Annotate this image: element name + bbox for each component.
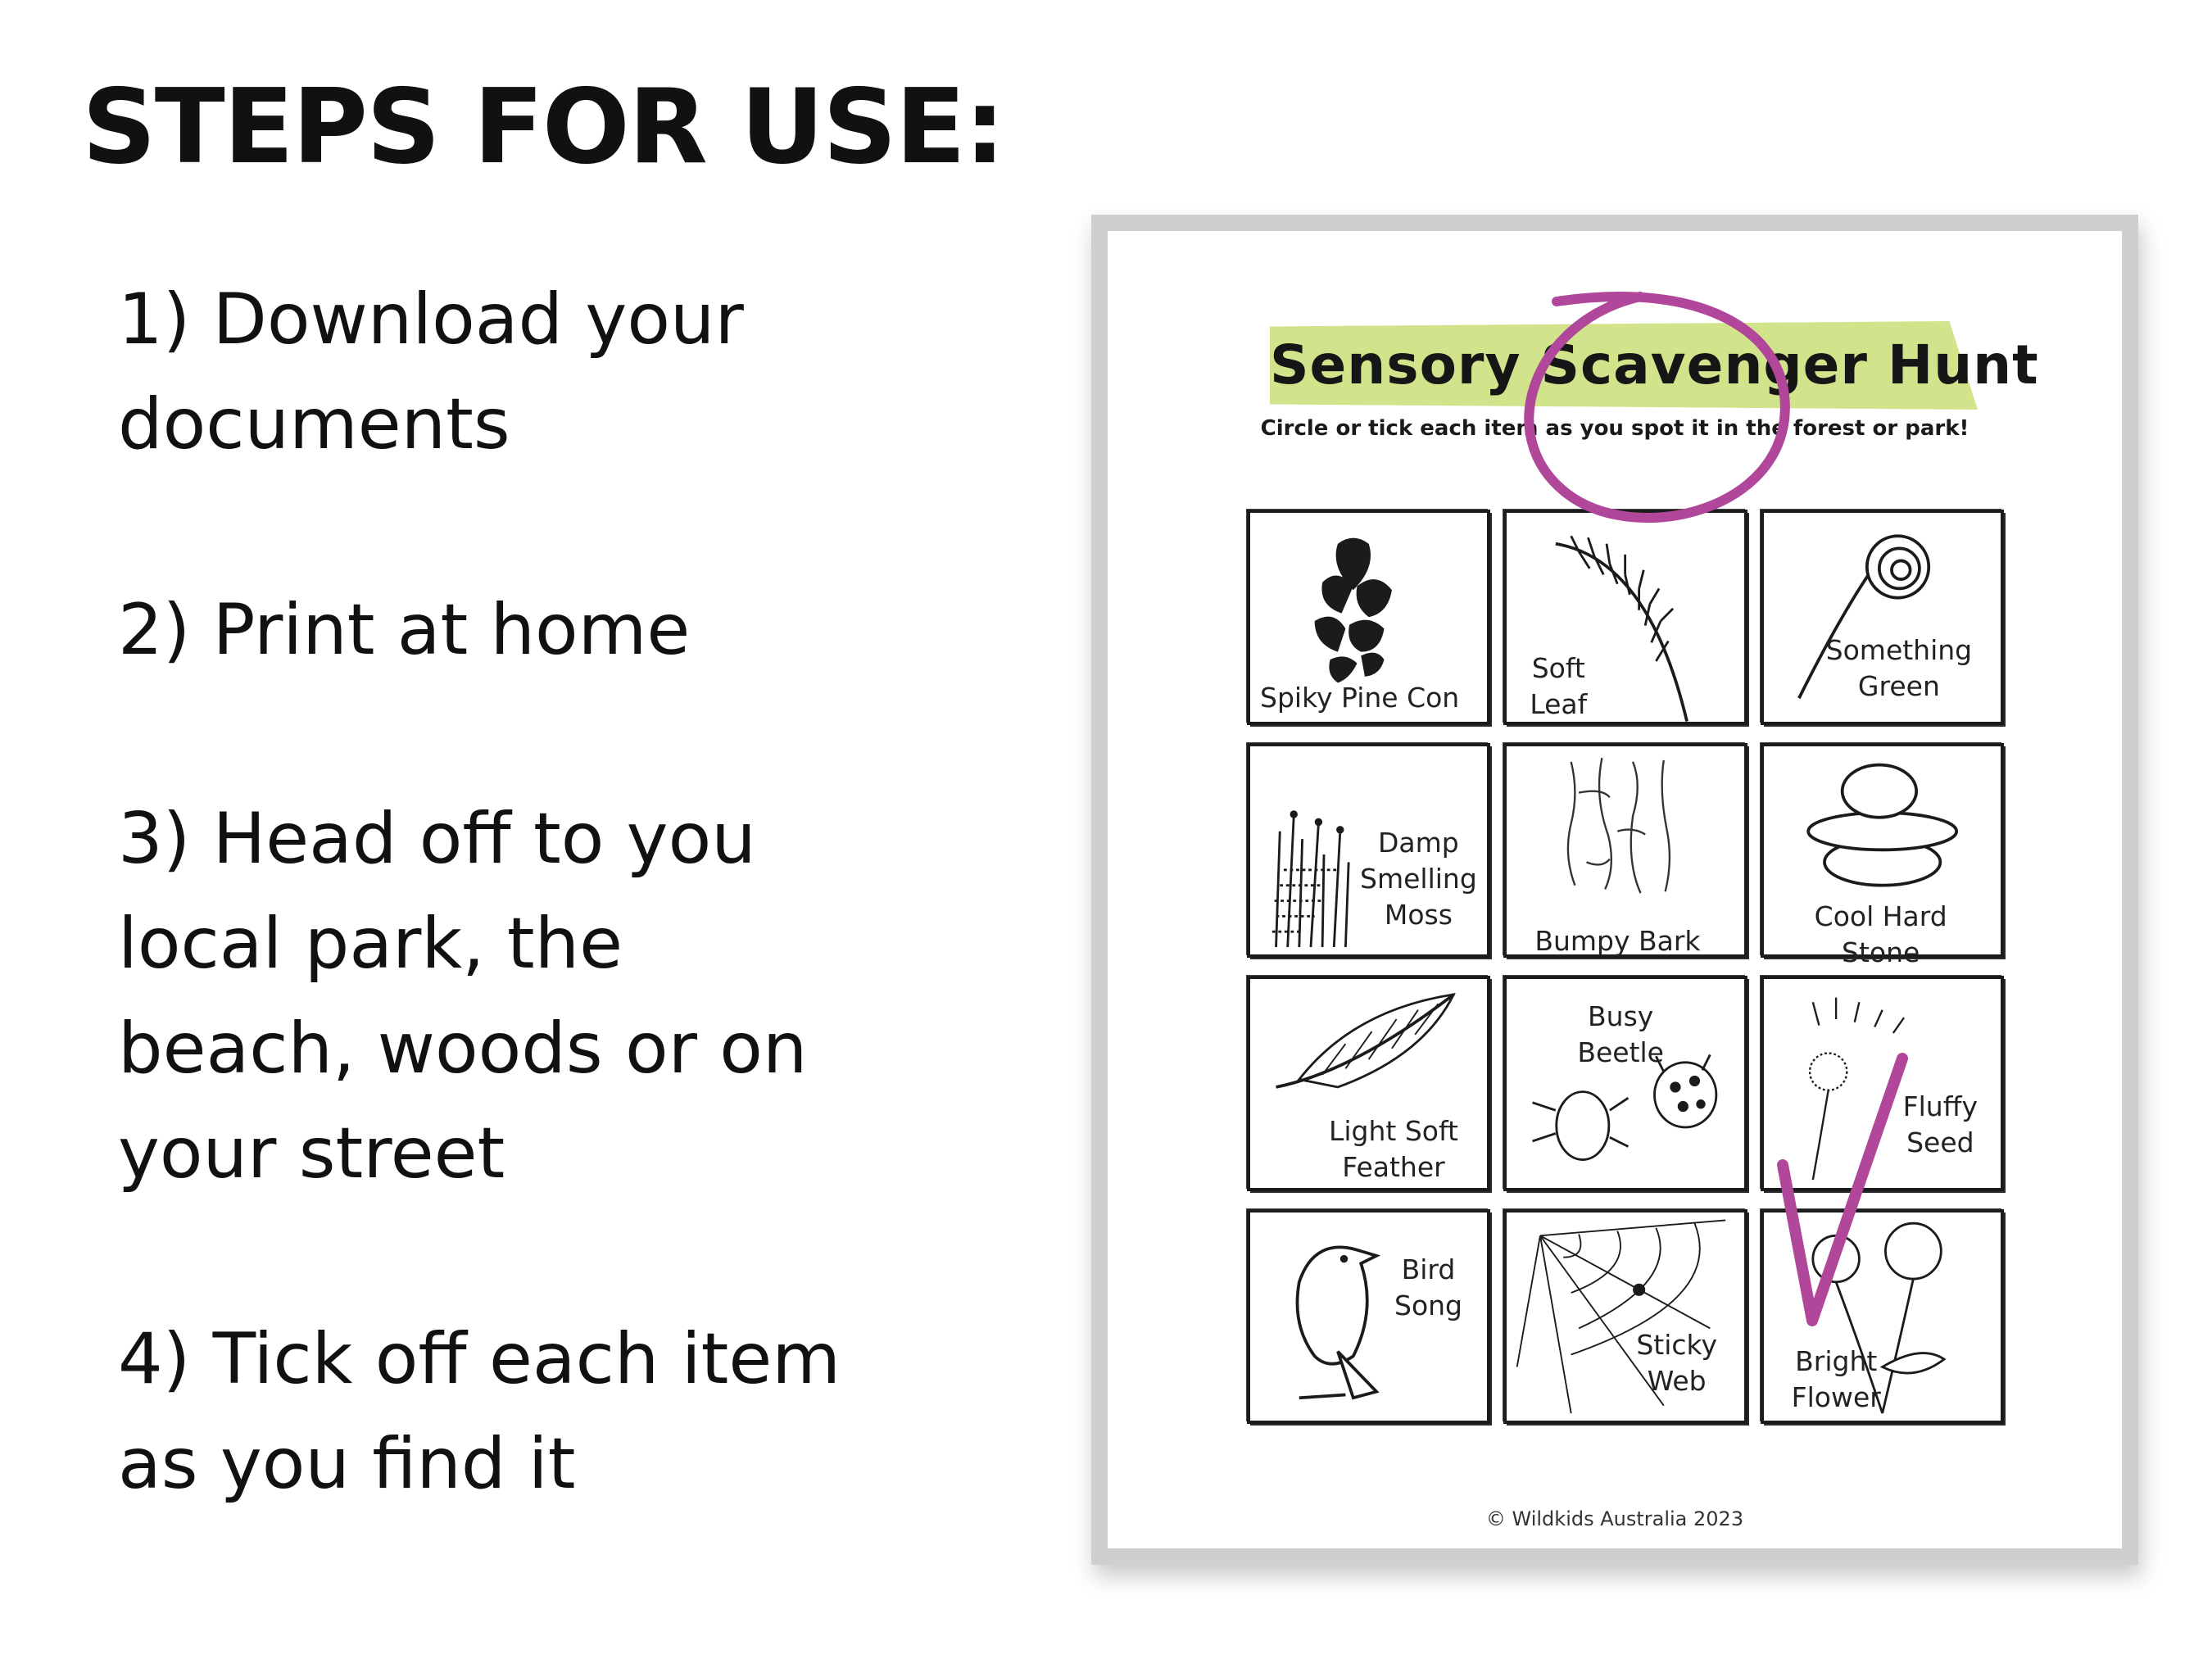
step-line: 2) Print at home [118, 589, 691, 671]
item-label-line: Green [1857, 670, 1940, 702]
item-label [1534, 923, 1700, 959]
step-download [118, 267, 921, 477]
step-line: 1) Download your [118, 279, 744, 360]
item-label [1636, 1327, 1717, 1399]
step-line: 3) Head off to you [118, 798, 756, 880]
item-label [1577, 999, 1664, 1071]
item-bright-flower [1761, 1209, 2004, 1425]
item-soft-leaf [1503, 510, 1747, 725]
item-label-line: Bright [1795, 1344, 1878, 1377]
item-label [1530, 650, 1587, 723]
worksheet-page [1108, 231, 2122, 1548]
step-line: your street [118, 1113, 505, 1194]
item-label-line: Seed [1906, 1126, 1974, 1158]
item-cool-hard-stone [1761, 743, 2004, 968]
item-label-line: Smelling [1360, 862, 1477, 895]
step-line: 4) Tick off each item [118, 1318, 841, 1400]
item-label-line: Damp [1378, 826, 1459, 859]
worksheet-subtitle: Circle or tick each item as you spot it in the forest or park! [1260, 416, 1969, 441]
item-label [1815, 899, 1947, 971]
item-label-line: Busy [1588, 1000, 1654, 1032]
item-label-line: Cool Hard [1814, 900, 1947, 932]
worksheet-title: Sensory Scavenger Hunt [1270, 333, 2039, 397]
item-bumpy-bark [1503, 743, 1747, 959]
item-label-line: Soft [1531, 652, 1585, 684]
item-label [1826, 632, 1972, 705]
step-print [118, 578, 921, 682]
item-label-line: Something [1825, 634, 1973, 666]
item-something-green [1761, 510, 2004, 725]
item-sticky-web [1503, 1209, 1747, 1425]
item-label-line: Feather [1342, 1151, 1445, 1183]
item-label-line: Leaf [1530, 688, 1588, 720]
step-line: beach, woods or on [118, 1008, 808, 1090]
item-label-line: Bumpy Bark [1534, 924, 1701, 957]
item-label-line: Stone [1842, 936, 1920, 968]
item-label-line: Fluffy [1902, 1090, 1978, 1122]
item-label-line: Light Soft [1329, 1115, 1458, 1147]
item-label [1260, 680, 1459, 716]
step-line: documents [118, 383, 510, 465]
item-bird-song [1247, 1209, 1490, 1425]
item-busy-beetle [1503, 976, 1747, 1191]
item-label-line: Flower [1791, 1380, 1881, 1413]
worksheet-preview [1091, 215, 2138, 1565]
item-label-line: Sticky [1636, 1328, 1717, 1361]
step-line: local park, the [118, 903, 623, 985]
item-label [1360, 825, 1477, 933]
steps-heading: STEPS FOR USE: [82, 66, 1004, 187]
item-label-line: Moss [1384, 898, 1453, 931]
item-label-line: Beetle [1577, 1036, 1664, 1068]
item-label [1394, 1252, 1462, 1324]
item-label-line: Spiky Pine Con [1260, 682, 1460, 714]
step-head-off [118, 786, 921, 1206]
scavenger-grid [1247, 510, 2004, 1424]
item-label-line: Bird [1401, 1253, 1456, 1285]
item-label [1329, 1113, 1458, 1185]
item-pine-cone [1247, 510, 1490, 725]
item-label [1792, 1344, 1881, 1416]
copyright-notice: © Wildkids Australia 2023 [1485, 1507, 1744, 1530]
item-label [1903, 1089, 1978, 1161]
item-label-line: Web [1647, 1364, 1707, 1397]
step-line: as you find it [118, 1423, 576, 1505]
item-label-line: Song [1394, 1289, 1462, 1321]
item-damp-moss [1247, 743, 1490, 959]
item-fluffy-seed [1761, 976, 2004, 1191]
step-tick-off [118, 1307, 921, 1516]
item-light-feather [1247, 976, 1490, 1191]
